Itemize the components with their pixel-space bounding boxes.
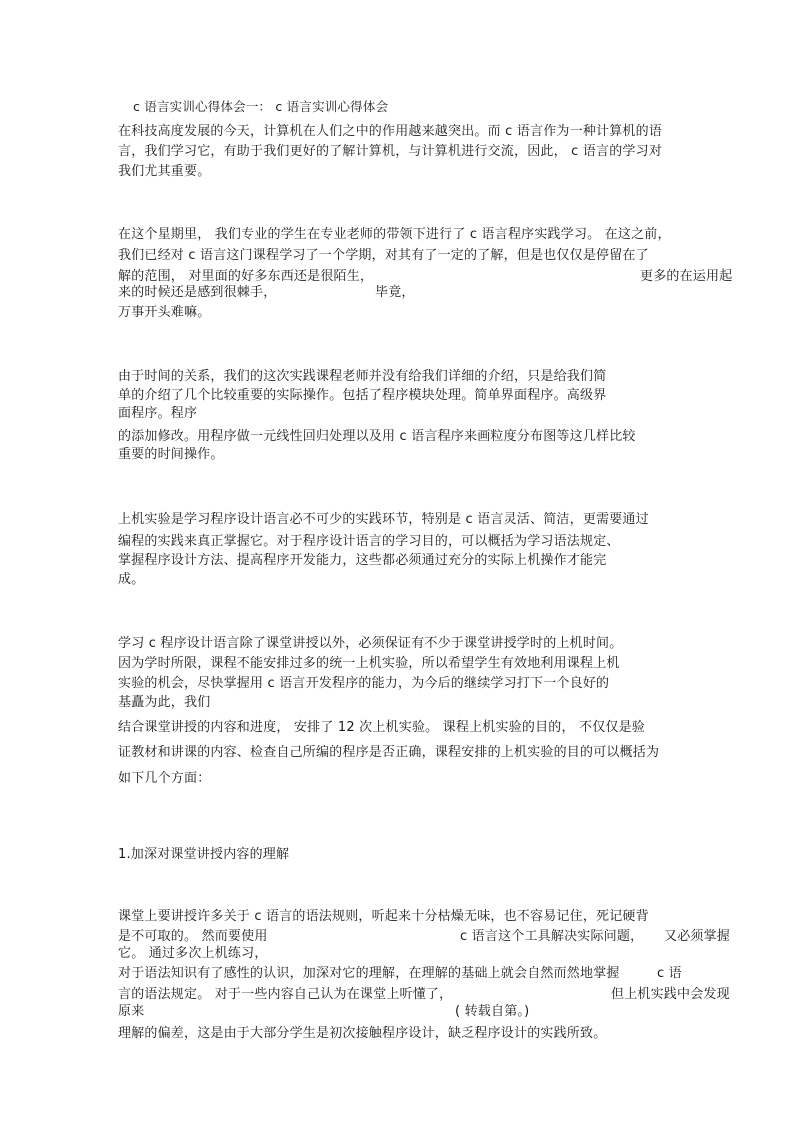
paragraph-line: 更多的在运用起 <box>640 269 733 284</box>
paragraph-line: 单的介绍了几个比较重要的实际操作。包括了程序模块处理。简单界面程序。高级界 <box>118 388 607 403</box>
paragraph-line: 上机实验是学习程序设计语言必不可少的实践环节，特别是 c 语言灵活、简洁，更需要通过 <box>118 512 649 527</box>
paragraph-line: 基矗为此，我们 <box>118 695 211 710</box>
paragraph-line: 解的范围， 对里面的好多东西还是很陌生， <box>118 269 374 284</box>
paragraph-line: ( 转载自第。) <box>455 1004 530 1019</box>
paragraph-line: 来的时候还是感到很棘手， <box>118 285 277 300</box>
paragraph-line: 课堂上要讲授许多关于 c 语言的语法规则，听起来十分枯燥无味，也不容易记住，死记硬背 <box>118 909 649 924</box>
paragraph-line: 我们已经对 c 语言这门课程学习了一个学期，对其有了一定的了解，但是也仅仅是停留在了 <box>118 248 649 263</box>
paragraph-line: 学习 c 程序设计语言除了课堂讲授以外，必须保证有不少于课堂讲授学时的上机时间。 <box>118 636 623 651</box>
paragraph-line: 在这个星期里， 我们专业的学生在专业老师的带领下进行了 c 语言程序实践学习。 在这之前， <box>118 227 671 242</box>
paragraph-line: 毕竟， <box>375 285 415 300</box>
paragraph-line: 又必须掌握 <box>664 929 731 944</box>
paragraph-line: 的添加修改。用程序做一元线性回归处理以及用 c 语言程序来画粒度分布图等这几样比较 <box>118 429 636 444</box>
paragraph-line: 编程的实践来真正掌握它。对于程序设计语言的学习目的，可以概括为学习语法规定、 <box>118 534 620 549</box>
paragraph-line: 因为学时所限，课程不能安排过多的统一上机实验，所以希望学生有效地利用课程上机 <box>118 656 620 671</box>
paragraph-line: 证教材和讲课的内容、检查自己所编的程序是否正确，课程安排的上机实验的目的可以概括为 <box>118 745 660 760</box>
section-heading: 1.加深对课堂讲授内容的理解 <box>118 847 290 862</box>
paragraph-line: 对于语法知识有了感性的认识，加深对它的理解，在理解的基础上就会自然而然地掌握 <box>118 966 620 981</box>
document-title: c 语言实训心得体会一： c 语言实训心得体会 <box>133 99 389 114</box>
paragraph-line: 在科技高度发展的今天，计算机在人们之中的作用越来越突出。而 c 语言作为一种计算机的语 <box>118 124 663 139</box>
paragraph-line: 言，我们学习它，有助于我们更好的了解计算机，与计算机进行交流，因此， c 语言的学习对 <box>118 144 663 159</box>
paragraph-line: 实验的机会，尽快掌握用 c 语言开发程序的能力，为今后的继续学习打下一个良好的 <box>118 676 610 691</box>
paragraph-line: c 语言这个工具解决实际问题， <box>460 929 644 944</box>
paragraph-line: 它。 通过多次上机练习， <box>118 946 268 961</box>
paragraph-line: 我们尤其重要。 <box>118 164 211 179</box>
paragraph-line: 是不可取的。 然而要使用 <box>118 929 268 944</box>
paragraph-line: 成。 <box>118 572 145 587</box>
paragraph-line: 由于时间的关系，我们的这次实践课程老师并没有给我们详细的介绍，只是给我们简 <box>118 369 607 384</box>
paragraph-line: 原来 <box>118 1004 145 1019</box>
paragraph-line: 重要的时间操作。 <box>118 447 224 462</box>
paragraph-line: 结合课堂讲授的内容和进度， 安排了 12 次上机实验。 课程上机实验的目的， 不仅仅是验 <box>118 720 646 735</box>
paragraph-line: 理解的偏差，这是由于大部分学生是初次接触程序设计，缺乏程序设计的实践所致。 <box>118 1026 607 1041</box>
paragraph-line: 但上机实践中会发现 <box>611 987 730 1002</box>
paragraph-line: 如下几个方面： <box>118 771 211 786</box>
paragraph-line: c 语 <box>657 966 682 981</box>
paragraph-line: 言的语法规定。 对于一些内容自己认为在课堂上听懂了， <box>118 987 453 1002</box>
paragraph-line: 面程序。程序 <box>118 406 198 421</box>
paragraph-line: 掌握程序设计方法、提高程序开发能力，这些都必须通过充分的实际上机操作才能完 <box>118 553 607 568</box>
paragraph-line: 万事开头难嘛。 <box>118 305 211 320</box>
